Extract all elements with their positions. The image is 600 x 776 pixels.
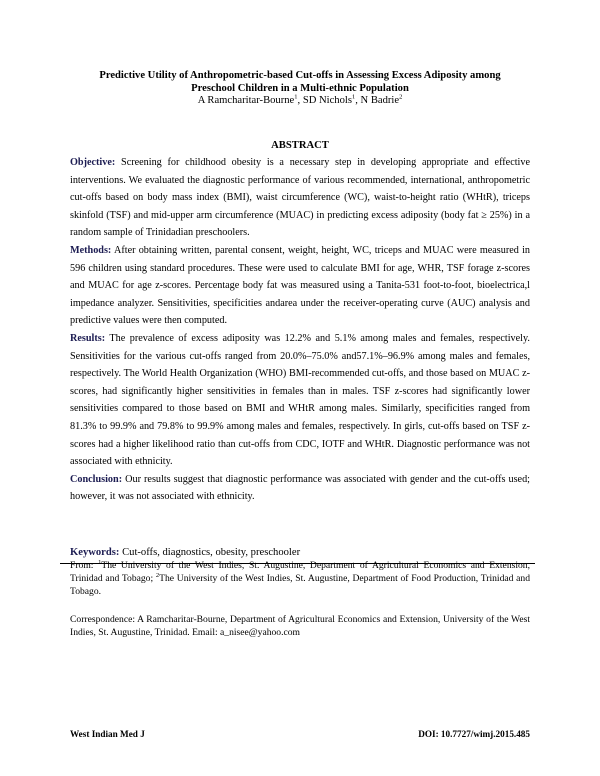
affiliation-mark: 1 — [98, 558, 102, 566]
abstract-section-results — [70, 330, 530, 471]
abstract-body — [70, 154, 530, 506]
doi-link[interactable]: DOI: 10.7727/wimj.2015.485 — [418, 729, 530, 739]
affiliation-mark: 2 — [155, 571, 160, 579]
affiliation-text: The University of the West Indies, St. Augustine, Department of Agricultural Economics and Extension, Trinidad and Tobago; — [70, 560, 531, 584]
author-affiliation-mark: 2 — [399, 93, 403, 101]
keywords-label: Keywords: — [70, 547, 120, 558]
author-name: N Badrie — [360, 95, 400, 106]
abstract-section-methods — [70, 242, 530, 330]
abstract-heading: ABSTRACT — [271, 140, 329, 151]
author-affiliation-mark: 1 — [294, 93, 298, 101]
section-label: Results: — [70, 332, 106, 344]
author-list: A Ramcharitar-Bourne$^1$, SD Nichols$^1$, N Badrie$^2$ — [197, 93, 403, 106]
section-label: Objective: — [70, 157, 116, 168]
author-name: A Ramcharitar-Bourne — [197, 95, 295, 106]
title-line-2: Preschool Children in a Multi-ethnic Population — [191, 82, 409, 94]
keywords-text: Cut-offs, diagnostics, obesity, preschooler — [122, 547, 301, 558]
section-text: After obtaining written, parental consent, weight, height, WC, triceps and MUAC were measured in 596 children using standard procedures. These were used to calculate BMI for age, WHR, TSF forage z-scores and MUAC for age z-scores. Percentage body fat was measured using a Tanita-531 foot-to-foot, bioelectrica,l impedance analyzer. Sensitivities, specificities andarea under the receiver-operating curve (AUC) analysis and predictive values were then computed. — [70, 244, 531, 327]
title-line-1: Predictive Utility of Anthropometric-based Cut-offs in Assessing Excess Adiposity among — [99, 70, 501, 81]
author-affiliation-mark: 1 — [351, 93, 356, 101]
abstract-section-objective — [70, 154, 530, 242]
correspondence-note: Correspondence: A Ramcharitar-Bourne, Department of Agricultural Economics and Extension, University of the West Indies, St. Augustine, Trinidad. Email: a_nisee@yahoo.com — [70, 614, 530, 638]
affiliation-note — [70, 560, 530, 598]
section-label: Conclusion: — [70, 473, 123, 485]
author-name: SD Nichols — [302, 95, 352, 106]
section-text: The prevalence of excess adiposity was 12.2% and 5.1% among males and females, respectively. Sensitivities for the various cut-offs ranged from 20.0%–75.0% and57.1%–96.9% among males and females, respectively. The World Health Organization (WHO) BMI-recommended cut-offs, and those based on MUAC z-scores, had significantly higher sensitivities in females than in males. TSF z-scores had significantly lower sensitivities compared to those based on BMI and WHtR among males. Similarly, specificities ranged from 81.3% to 99.9% and 79.8% to 99.9% among males and females, respectively. In girls, cut-offs based on TSF z-scores had a higher likelihood ratio than cut-offs from CDC, IOTF and WHtR. Diagnostic performance was not associated with ethnicity. — [70, 332, 530, 468]
affiliation-prefix: From: — [70, 560, 99, 571]
affiliation-text: The University of the West Indies, St. Augustine, Department of Food Production, Trinidad and Tobago. — [70, 572, 531, 597]
paper-title — [60, 70, 540, 95]
section-label: Methods: — [70, 244, 112, 256]
keywords-line — [70, 546, 530, 560]
section-text: Screening for childhood obesity is a necessary step in developing appropriate and effective interventions. We evaluated the diagnostic performance of various recommended, international, anthropometric cut-offs based on body mass index (BMI), waist circumference (WC), waist-to-height ratio (WHtR), triceps skinfold (TSF) and mid-upper arm circumference (MUAC) in predicting excess adiposity (body fat ≥ 25%) in a random sample of Trinidadian preschoolers. — [70, 157, 530, 239]
abstract-section-conclusion — [70, 471, 530, 506]
section-text: Our results suggest that diagnostic performance was associated with gender and the cut-offs used; however, it was not associated with ethnicity. — [70, 473, 530, 503]
journal-name: West Indian Med J — [70, 729, 145, 739]
